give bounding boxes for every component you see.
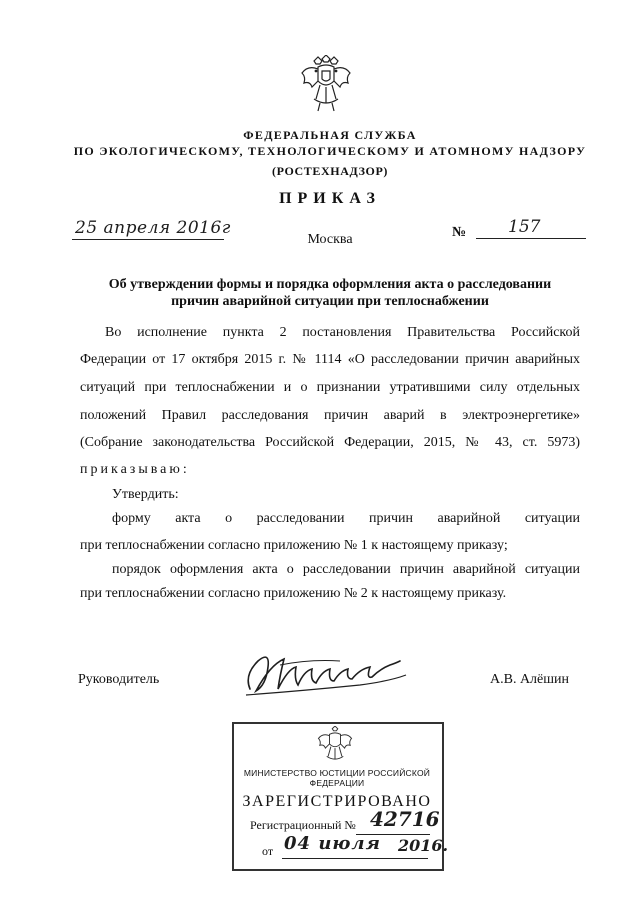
russian-coat-of-arms-icon: [316, 726, 354, 766]
handwritten-signature-icon: [240, 645, 410, 700]
body-line: (Собрание законодательства Российской Федерации, 2015, № 43, ст. 5973): [80, 435, 580, 450]
signatory-name: А.В. Алёшин: [490, 672, 570, 687]
agency-short-name: (РОСТЕХНАДЗОР): [271, 164, 389, 178]
number-sign: №: [452, 225, 467, 240]
stamp-reg-number: 42716: [370, 807, 440, 831]
stamp-registered-label: ЗАРЕГИСТРИРОВАНО: [242, 793, 432, 810]
body-line: Во исполнение пункта 2 постановления Правительства Российской: [105, 325, 580, 340]
agency-name-line1: ФЕДЕРАЛЬНАЯ СЛУЖБА: [243, 128, 417, 142]
stamp-reg-date: 04 июля: [284, 833, 381, 854]
date-underline: [72, 239, 224, 240]
stamp-date-underline: [282, 858, 428, 859]
subject-line2: причин аварийной ситуации при теплоснабжении: [171, 294, 489, 309]
document-title: ПРИКАЗ: [279, 190, 381, 207]
number-underline: [476, 238, 586, 239]
body-line: Федерации от 17 октября 2015 г. № 1114 «О расследовании причин аварийных: [80, 352, 580, 367]
russian-coat-of-arms-icon: [300, 55, 352, 113]
body-line: ситуаций при теплоснабжении и о признании утратившими силу отдельных: [80, 380, 580, 395]
body-line: при теплоснабжении согласно приложению № 1 к настоящему приказу;: [80, 538, 508, 553]
stamp-from-label: от: [262, 844, 274, 858]
body-line: при теплоснабжении согласно приложению № 2 к настоящему приказу.: [80, 586, 507, 601]
stamp-reg-year: 2016.: [398, 836, 449, 855]
stamp-reg-number-label: Регистрационный №: [250, 818, 356, 832]
body-line: приказываю:: [80, 462, 190, 477]
agency-name-line2: ПО ЭКОЛОГИЧЕСКОМУ, ТЕХНОЛОГИЧЕСКОМУ И АТОМНОМУ НАДЗОРУ: [73, 144, 587, 158]
order-date: 25 апреля 2016г: [75, 218, 231, 238]
body-line: порядок оформления акта о расследовании причин аварийной ситуации: [112, 562, 580, 577]
stamp-ministry-name: МИНИСТЕРСТВО ЮСТИЦИИ РОССИЙСКОЙ ФЕДЕРАЦИИ: [243, 768, 431, 788]
body-line: Утвердить:: [112, 487, 179, 502]
order-number: 157: [508, 217, 541, 237]
city: Москва: [307, 232, 353, 247]
signatory-position: Руководитель: [78, 672, 160, 687]
body-line: форму акта о расследовании причин аварийной ситуации: [112, 511, 580, 526]
subject-line1: Об утверждении формы и порядка оформления акта о расследовании: [108, 277, 552, 292]
body-line: положений Правил расследования причин аварий в электроэнергетике»: [80, 408, 580, 423]
